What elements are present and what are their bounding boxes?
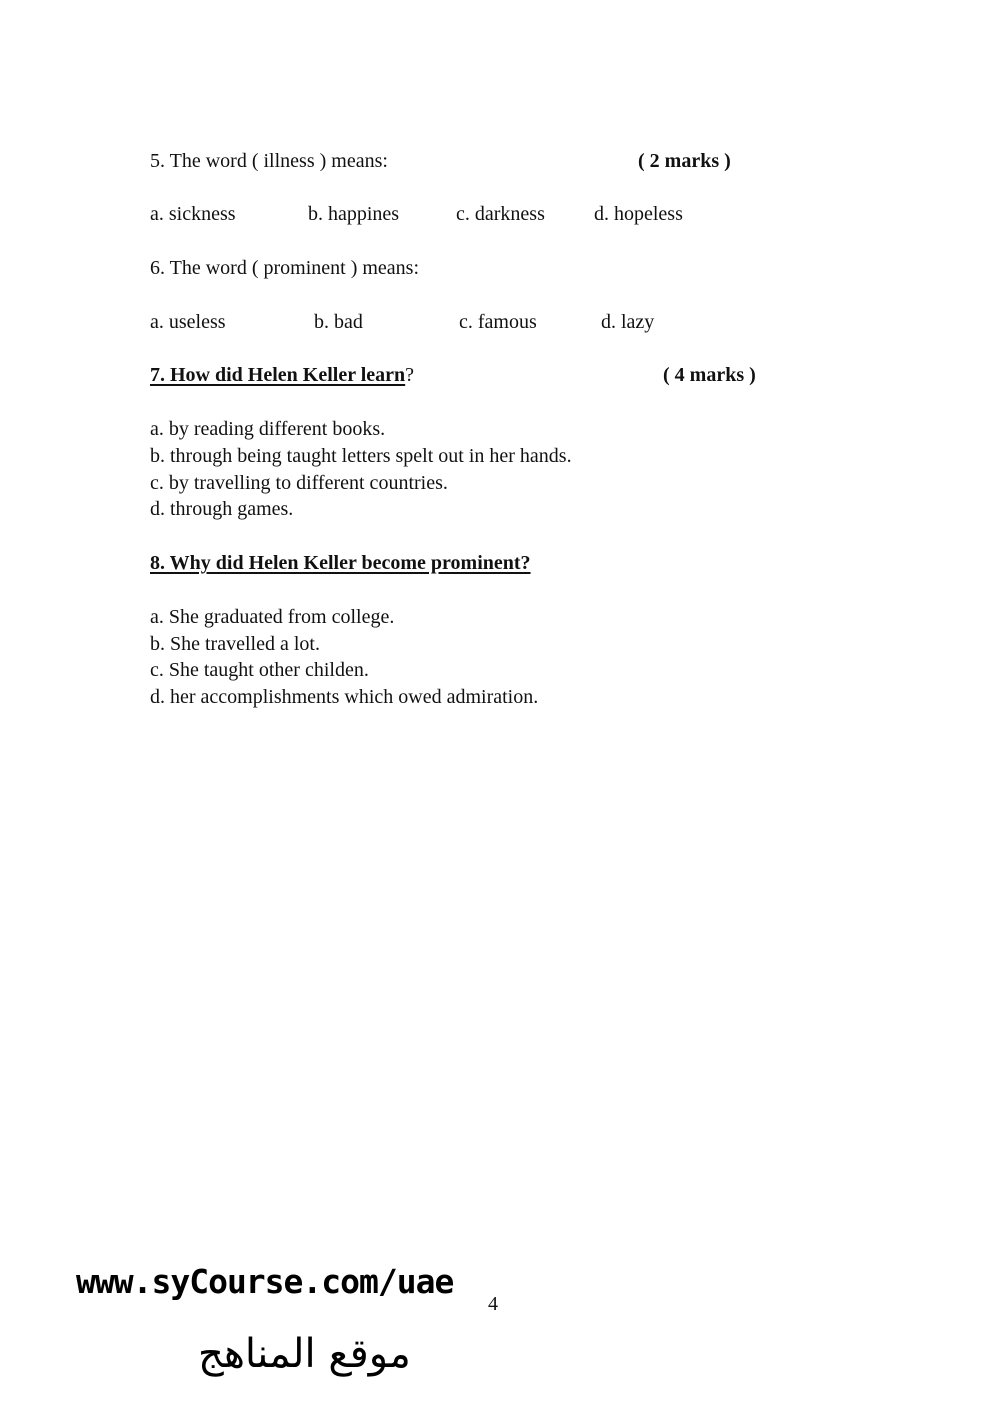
- q5-option-d: d. hopeless: [594, 203, 683, 225]
- q6-option-d: d. lazy: [601, 311, 655, 333]
- q6-option-a: a. useless: [150, 311, 226, 333]
- q6-option-c: c. famous: [459, 311, 537, 333]
- q7-option-d: d. through games.: [150, 498, 294, 520]
- q5-option-b: b. happines: [308, 203, 400, 225]
- q7-option-a: a. by reading different books.: [150, 418, 386, 440]
- q5-marks: ( 2 marks ): [638, 150, 731, 172]
- page-number: 4: [488, 1293, 498, 1315]
- q7-question-mark: ?: [405, 364, 415, 386]
- q5-option-a: a. sickness: [150, 203, 236, 225]
- q8-option-c: c. She taught other childen.: [150, 659, 369, 681]
- q7-marks: ( 4 marks ): [663, 364, 756, 386]
- q5-option-c: c. darkness: [456, 203, 545, 225]
- q7-option-c: c. by travelling to different countries.: [150, 472, 448, 494]
- q7-option-b: b. through being taught letters spelt out in her hands.: [150, 445, 572, 467]
- q6-question: 6. The word ( prominent ) means:: [150, 257, 420, 279]
- q6-option-b: b. bad: [314, 311, 363, 333]
- q5-question: 5. The word ( illness ) means:: [150, 150, 388, 172]
- q8-option-a: a. She graduated from college.: [150, 606, 395, 628]
- q8-option-d: d. her accomplishments which owed admiration.: [150, 686, 539, 708]
- q7-question: 7. How did Helen Keller learn: [150, 364, 406, 386]
- q8-question: 8. Why did Helen Keller become prominent?: [150, 552, 531, 574]
- q7-question-line: [150, 363, 414, 387]
- website-watermark: www.syCourse.com/uae: [76, 1262, 454, 1301]
- q8-option-b: b. She travelled a lot.: [150, 633, 320, 655]
- arabic-logo-text: موقع المناهج: [198, 1331, 411, 1377]
